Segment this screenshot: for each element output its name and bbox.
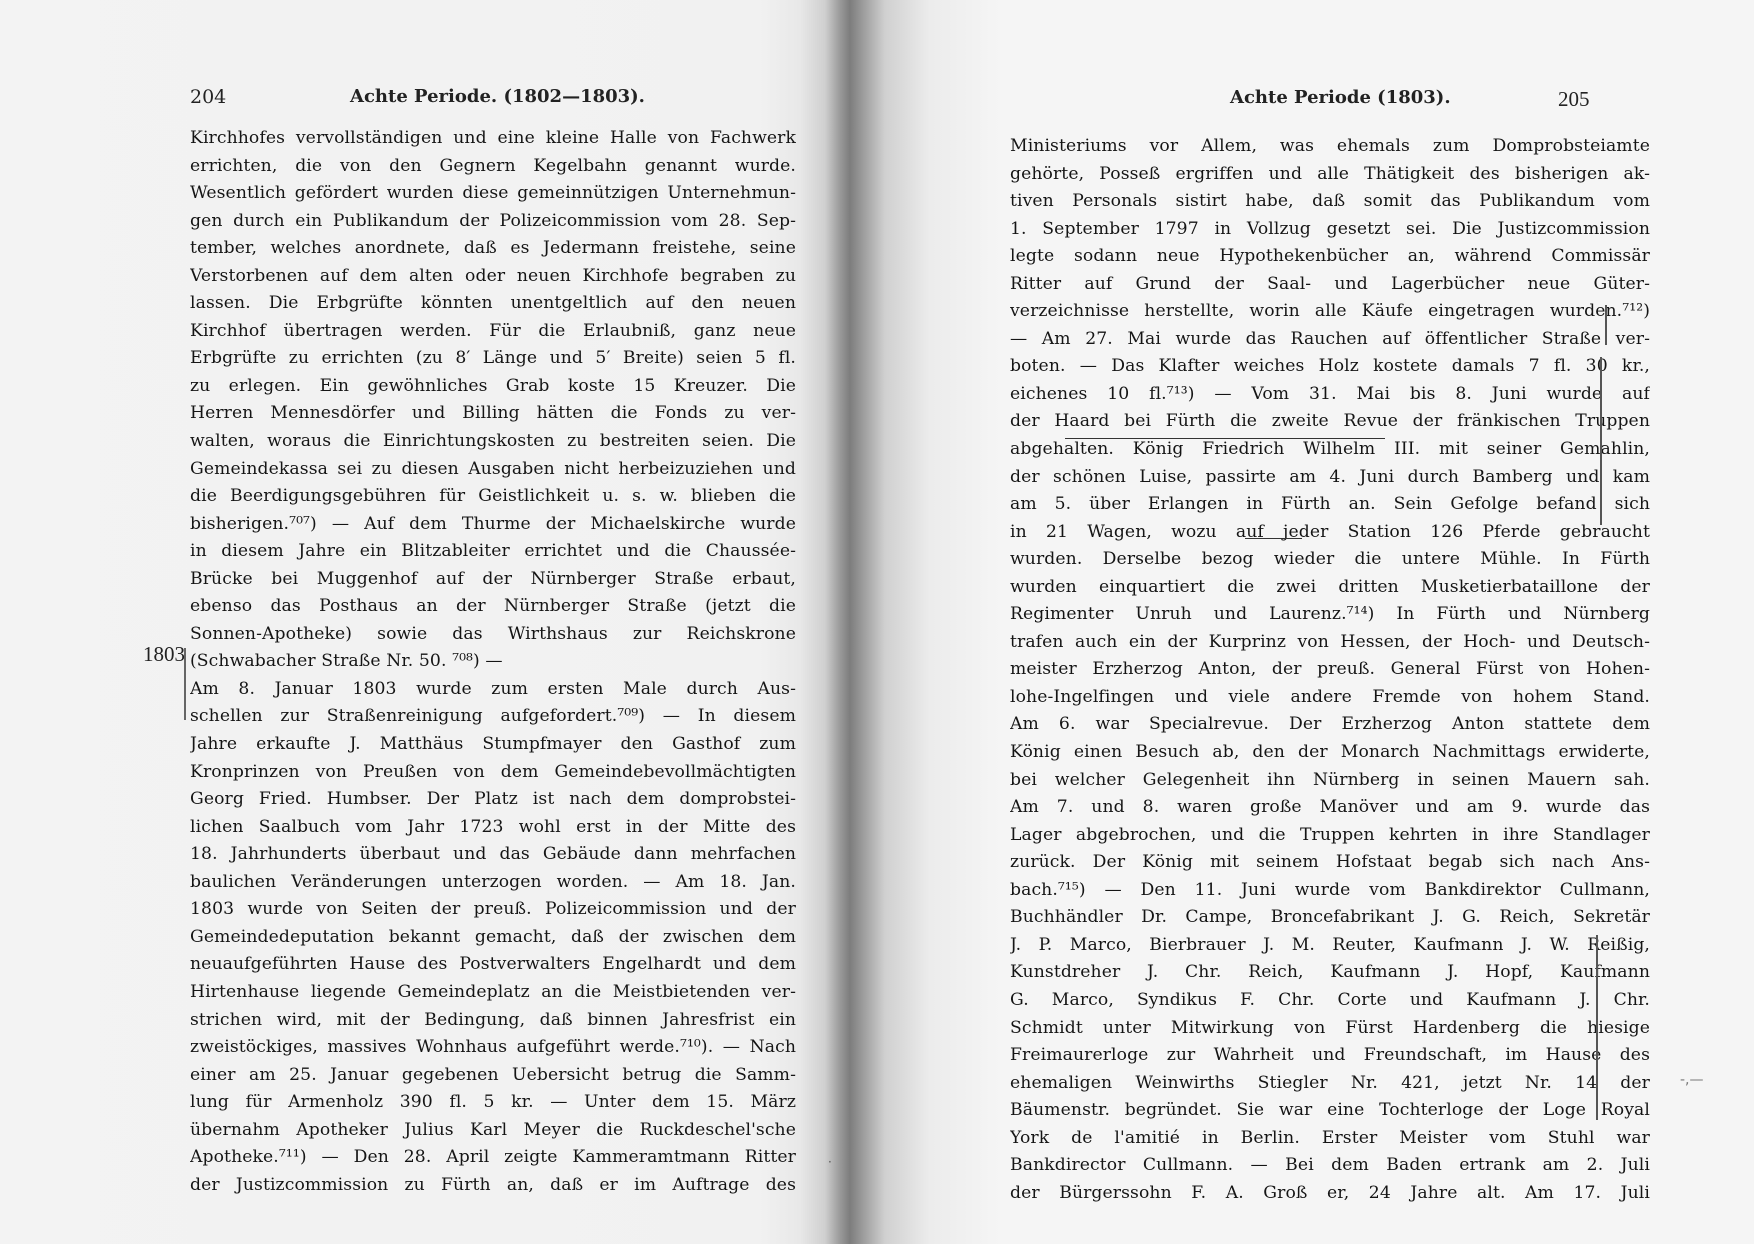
text-line: 1803 wurde von Seiten der preuß. Polizeicommission und der [190, 899, 796, 920]
pencil-scribble-mark: -,— [1680, 1072, 1704, 1088]
text-line: der Haard bei Fürth die zweite Revue der fränkischen Truppen [1010, 411, 1650, 432]
text-line: bisherigen.⁷⁰⁷) — Auf dem Thurme der Michaelskirche wurde [190, 513, 796, 534]
right-page [850, 0, 1754, 1244]
text-line: lung für Armenholz 390 fl. 5 kr. — Unter dem 15. März [190, 1092, 796, 1113]
text-line: am 5. über Erlangen in Fürth an. Sein Gefolge befand sich [1010, 494, 1650, 515]
text-line: meister Erzherzog Anton, der preuß. General Fürst von Hohen- [1010, 659, 1650, 680]
text-line: Freimaurerloge zur Wahrheit und Freundschaft, im Hause des [1010, 1045, 1650, 1066]
text-line: Kirchhofes vervollständigen und eine kleine Halle von Fachwerk [190, 128, 796, 148]
text-line: lichen Saalbuch vom Jahr 1723 wohl erst in der Mitte des [190, 816, 796, 837]
left-running-title: Achte Periode. (1802—1803). [350, 86, 645, 107]
text-line: York de l'amitié in Berlin. Erster Meister vom Stuhl war [1010, 1127, 1650, 1148]
text-line: Kunstdreher J. Chr. Reich, Kaufmann J. Hopf, Kaufmann [1010, 962, 1650, 983]
text-line: walten, woraus die Einrichtungskosten zu bestreiten seien. Die [190, 431, 796, 452]
text-line: Bäumenstr. begründet. Sie war eine Tochterloge der Loge Royal [1010, 1100, 1650, 1121]
text-line: Herren Mennesdörfer und Billing hätten die Fonds zu ver- [190, 403, 796, 424]
text-line: in diesem Jahre ein Blitzableiter errichtet und die Chaussée- [190, 541, 796, 562]
pencil-margin-mark [1600, 357, 1602, 525]
text-line: der Bürgerssohn F. A. Groß er, 24 Jahre alt. Am 17. Juli [1010, 1182, 1650, 1203]
text-line: Ministeriums vor Allem, was ehemals zum Domprobsteiamte [1010, 136, 1650, 156]
text-line: zweistöckiges, massives Wohnhaus aufgeführt werde.⁷¹⁰). — Nach [190, 1037, 796, 1058]
text-line: 18. Jahrhunderts überbaut und das Gebäude dann mehrfachen [190, 844, 796, 865]
text-line: J. P. Marco, Bierbrauer J. M. Reuter, Kaufmann J. W. Reißig, [1010, 934, 1650, 955]
text-line: Hirtenhause liegende Gemeindeplatz an die Meistbietenden ver- [190, 981, 796, 1002]
text-line: (Schwabacher Straße Nr. 50. ⁷⁰⁸) — [190, 651, 503, 672]
pencil-underline [1245, 538, 1302, 539]
text-line: bach.⁷¹⁵) — Den 11. Juni wurde vom Bankdirektor Cullmann, [1010, 879, 1650, 900]
text-line: König einen Besuch ab, den der Monarch Nachmittags erwiderte, [1010, 742, 1650, 763]
left-body-text [190, 125, 796, 1199]
left-page-number: 204 [190, 86, 227, 108]
text-line: wurden. Derselbe bezog wieder die untere Mühle. In Fürth [1010, 549, 1650, 570]
text-line: der schönen Luise, passirte am 4. Juni durch Bamberg und kam [1010, 466, 1650, 487]
text-line: lohe-Ingelfingen und viele andere Fremde von hohem Stand. [1010, 686, 1650, 707]
text-line: schellen zur Straßenreinigung aufgefordert.⁷⁰⁹) — In diesem [190, 706, 796, 727]
text-line: Kirchhof übertragen werden. Für die Erlaubniß, ganz neue [190, 320, 796, 341]
text-line: Am 6. war Specialrevue. Der Erzherzog Anton stattete dem [1010, 714, 1650, 735]
text-line: Buchhändler Dr. Campe, Broncefabrikant J. G. Reich, Sekretär [1010, 907, 1650, 928]
text-line: Erbgrüfte zu errichten (zu 8′ Länge und 5′ Breite) seien 5 fl. [190, 348, 796, 369]
text-line: tember, welches anordnete, daß es Jedermann freistehe, seine [190, 238, 796, 259]
text-line: Lager abgebrochen, und die Truppen kehrten in ihre Standlager [1010, 824, 1650, 845]
pencil-underline [1065, 438, 1385, 439]
text-line: Gemeindedeputation bekannt gemacht, daß der zwischen dem [190, 926, 796, 947]
text-line: Gemeindekassa sei zu diesen Ausgaben nicht herbeizuziehen und [190, 458, 796, 479]
text-line: boten. — Das Klafter weiches Holz kostete damals 7 fl. 30 kr., [1010, 356, 1650, 377]
text-line: legte sodann neue Hypothekenbücher an, während Commissär [1010, 246, 1650, 267]
text-line: trafen auch ein der Kurprinz von Hessen, der Hoch- und Deutsch- [1010, 631, 1650, 652]
text-line: 1. September 1797 in Vollzug gesetzt sei. Die Justizcommission [1010, 218, 1650, 239]
pencil-margin-mark [1605, 305, 1607, 345]
text-line: Bankdirector Cullmann. — Bei dem Baden ertrank am 2. Juli [1010, 1155, 1650, 1176]
gutter-speck-mark: · [828, 1155, 832, 1169]
right-body-text [1010, 133, 1650, 1207]
text-line: der Justizcommission zu Fürth an, daß er im Auftrage des [190, 1174, 796, 1195]
text-line: baulichen Veränderungen unterzogen worden. — Am 18. Jan. [190, 871, 796, 892]
right-running-title: Achte Periode (1803). [1230, 87, 1451, 108]
text-line: Apotheke.⁷¹¹) — Den 28. April zeigte Kammeramtmann Ritter [190, 1147, 796, 1168]
text-line: wurden einquartiert die zwei dritten Musketierbataillone der [1010, 576, 1650, 597]
text-line: Wesentlich gefördert wurden diese gemeinnützigen Unternehmun- [190, 183, 796, 204]
text-line: zurück. Der König mit seinem Hofstaat begab sich nach Ans- [1010, 852, 1650, 873]
text-line: G. Marco, Syndikus F. Chr. Corte und Kaufmann J. Chr. [1010, 989, 1650, 1010]
text-line: Kronprinzen von Preußen von dem Gemeindebevollmächtigten [190, 761, 796, 782]
text-line: Ritter auf Grund der Saal- und Lagerbücher neue Güter- [1010, 273, 1650, 294]
text-line: lassen. Die Erbgrüfte könnten unentgeltlich auf den neuen [190, 293, 796, 314]
text-line: Schmidt unter Mitwirkung von Fürst Hardenberg die hiesige [1010, 1017, 1650, 1038]
text-line: übernahm Apotheker Julius Karl Meyer die Ruckdeschel'sche [190, 1119, 796, 1140]
text-line: gehörte, Posseß ergriffen und alle Thätigkeit des bisherigen ak- [1010, 163, 1650, 184]
text-line: Am 7. und 8. waren große Manöver und am 9. wurde das [1010, 797, 1650, 818]
text-line: verzeichnisse herstellte, worin alle Käufe eingetragen wurden.⁷¹²) [1010, 301, 1650, 322]
text-line: bei welcher Gelegenheit ihn Nürnberg in seinen Mauern sah. [1010, 769, 1650, 790]
text-line: gen durch ein Publikandum der Polizeicommission vom 28. Sep- [190, 210, 796, 231]
text-line: Jahre erkaufte J. Matthäus Stumpfmayer den Gasthof zum [190, 734, 796, 755]
text-line: ebenso das Posthaus an der Nürnberger Straße (jetzt die [190, 596, 796, 617]
pencil-margin-mark [184, 648, 186, 720]
text-line: die Beerdigungsgebühren für Geistlichkeit u. s. w. blieben die [190, 486, 796, 507]
text-line: eichenes 10 fl.⁷¹³) — Vom 31. Mai bis 8. Juni wurde auf [1010, 383, 1650, 404]
text-line: neuaufgeführten Hause des Postverwalters Engelhardt und dem [190, 954, 796, 975]
text-line: Regimenter Unruh und Laurenz.⁷¹⁴) In Fürth und Nürnberg [1010, 604, 1650, 625]
text-line: zu erlegen. Ein gewöhnliches Grab koste 15 Kreuzer. Die [190, 375, 796, 396]
text-line: errichten, die von den Gegnern Kegelbahn genannt wurde. [190, 155, 796, 176]
text-line: einer am 25. Januar gegebenen Uebersicht betrug die Samm- [190, 1064, 796, 1085]
text-line: Georg Fried. Humbser. Der Platz ist nach dem domprobstei- [190, 789, 796, 810]
text-line: tiven Personals sistirt habe, daß somit das Publikandum vom [1010, 191, 1650, 212]
text-line: ehemaligen Weinwirths Stiegler Nr. 421, jetzt Nr. 14 der [1010, 1072, 1650, 1093]
margin-year-note: 1803 [143, 642, 185, 666]
text-line: abgehalten. König Friedrich Wilhelm III. mit seiner Gemahlin, [1010, 439, 1650, 460]
text-line: Am 8. Januar 1803 wurde zum ersten Male durch Aus- [190, 678, 796, 699]
text-line: Brücke bei Muggenhof auf der Nürnberger Straße erbaut, [190, 568, 796, 589]
text-line: — Am 27. Mai wurde das Rauchen auf öffentlicher Straße ver- [1010, 328, 1650, 349]
text-line: in 21 Wagen, wozu auf jeder Station 126 Pferde gebraucht [1010, 521, 1650, 542]
text-line: Sonnen-Apotheke) sowie das Wirthshaus zur Reichskrone [190, 623, 796, 644]
left-page [0, 0, 845, 1244]
right-page-number: 205 [1558, 87, 1590, 111]
text-line: strichen wird, mit der Bedingung, daß binnen Jahresfrist ein [190, 1009, 796, 1030]
pencil-margin-mark [1596, 935, 1598, 1120]
text-line: Verstorbenen auf dem alten oder neuen Kirchhofe begraben zu [190, 265, 796, 286]
